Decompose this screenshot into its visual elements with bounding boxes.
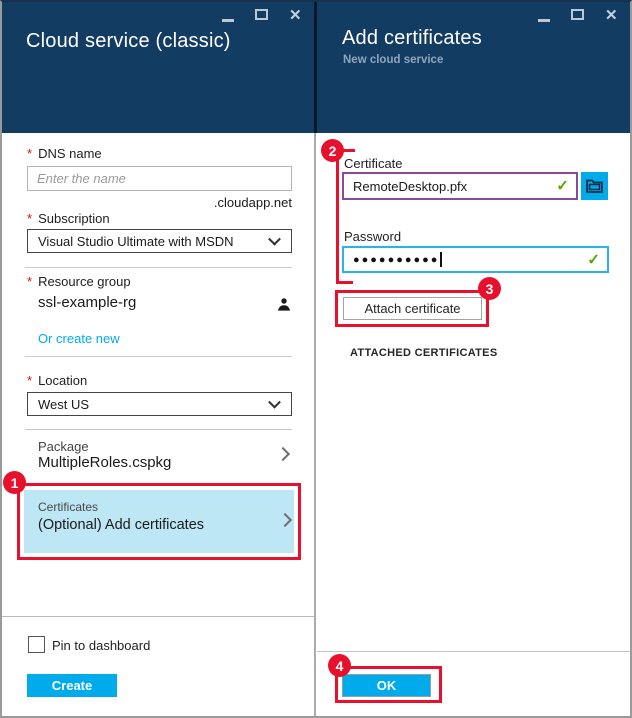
blade-title: Cloud service (classic) (26, 30, 231, 52)
annotation-box-step3 (335, 290, 489, 327)
minimize-icon[interactable] (222, 19, 234, 22)
blade-header-add-certificates (317, 0, 632, 133)
valid-check-icon: ✓ (556, 177, 569, 195)
dns-name-input[interactable] (27, 166, 292, 191)
resource-group-value: ssl-example-rg (38, 294, 137, 311)
certificate-file-value: RemoteDesktop.pfx (353, 178, 468, 194)
close-icon[interactable]: ✕ (289, 7, 302, 24)
folder-icon (586, 179, 603, 193)
annotation-step2: 2 (321, 139, 344, 162)
divider (0, 616, 314, 617)
create-new-resource-group-link[interactable]: Or create new (38, 331, 120, 346)
chevron-right-icon (276, 447, 290, 461)
package-label: Package (38, 439, 89, 454)
blade-separator (314, 133, 316, 718)
subscription-label: * Subscription (27, 211, 110, 226)
required-asterisk: * (27, 274, 33, 289)
annotation-step1: 1 (3, 471, 26, 494)
certificate-file-input[interactable] (342, 172, 578, 200)
chevron-down-icon (268, 233, 281, 246)
package-selector[interactable] (24, 434, 294, 479)
divider (317, 651, 632, 652)
text-cursor (440, 252, 442, 267)
password-value: ●●●●●●●●●● (353, 253, 440, 266)
blade-subtitle: New cloud service (343, 54, 444, 66)
certificates-value: (Optional) Add certificates (38, 517, 205, 533)
valid-check-icon: ✓ (587, 251, 600, 269)
divider (25, 356, 292, 357)
required-asterisk: * (27, 211, 33, 226)
minimize-icon[interactable] (538, 19, 550, 22)
person-icon (276, 296, 292, 312)
divider (25, 429, 292, 430)
password-label: Password (344, 229, 402, 244)
certificate-label: Certificate (344, 156, 403, 171)
blade-title: Add certificates (342, 27, 482, 49)
pin-to-dashboard-label: Pin to dashboard (52, 638, 151, 653)
maximize-icon[interactable] (255, 9, 268, 20)
required-asterisk: * (27, 146, 33, 161)
annotation-step4: 4 (328, 654, 351, 677)
annotation-box-step4 (335, 666, 442, 703)
annotation-bracket-step2 (336, 281, 353, 284)
close-icon[interactable]: ✕ (605, 7, 618, 24)
password-input[interactable] (342, 246, 609, 273)
browse-file-button[interactable] (581, 172, 608, 200)
subscription-value: Visual Studio Ultimate with MSDN (38, 233, 234, 249)
subscription-dropdown[interactable] (27, 229, 292, 253)
certificates-label: Certificates (38, 500, 99, 514)
location-dropdown[interactable] (27, 392, 292, 416)
annotation-box-step1 (17, 483, 301, 560)
attached-certificates-heading: ATTACHED CERTIFICATES (350, 347, 498, 359)
location-label: * Location (27, 373, 88, 388)
pin-to-dashboard-checkbox[interactable] (28, 636, 45, 653)
required-asterisk: * (27, 373, 33, 388)
annotation-step3: 3 (478, 277, 501, 300)
location-value: West US (38, 396, 90, 412)
create-button[interactable]: Create (27, 674, 117, 697)
ok-button[interactable]: OK (342, 674, 431, 697)
package-value: MultipleRoles.cspkg (38, 454, 172, 471)
chevron-down-icon (268, 396, 281, 409)
annotation-bracket-step2 (336, 158, 339, 284)
divider (25, 267, 292, 268)
maximize-icon[interactable] (571, 9, 584, 20)
resource-group-label: * Resource group (27, 274, 131, 289)
attach-certificate-button[interactable]: Attach certificate (343, 297, 482, 320)
dns-name-label: * DNS name (27, 146, 102, 161)
dns-suffix: .cloudapp.net (213, 195, 292, 210)
